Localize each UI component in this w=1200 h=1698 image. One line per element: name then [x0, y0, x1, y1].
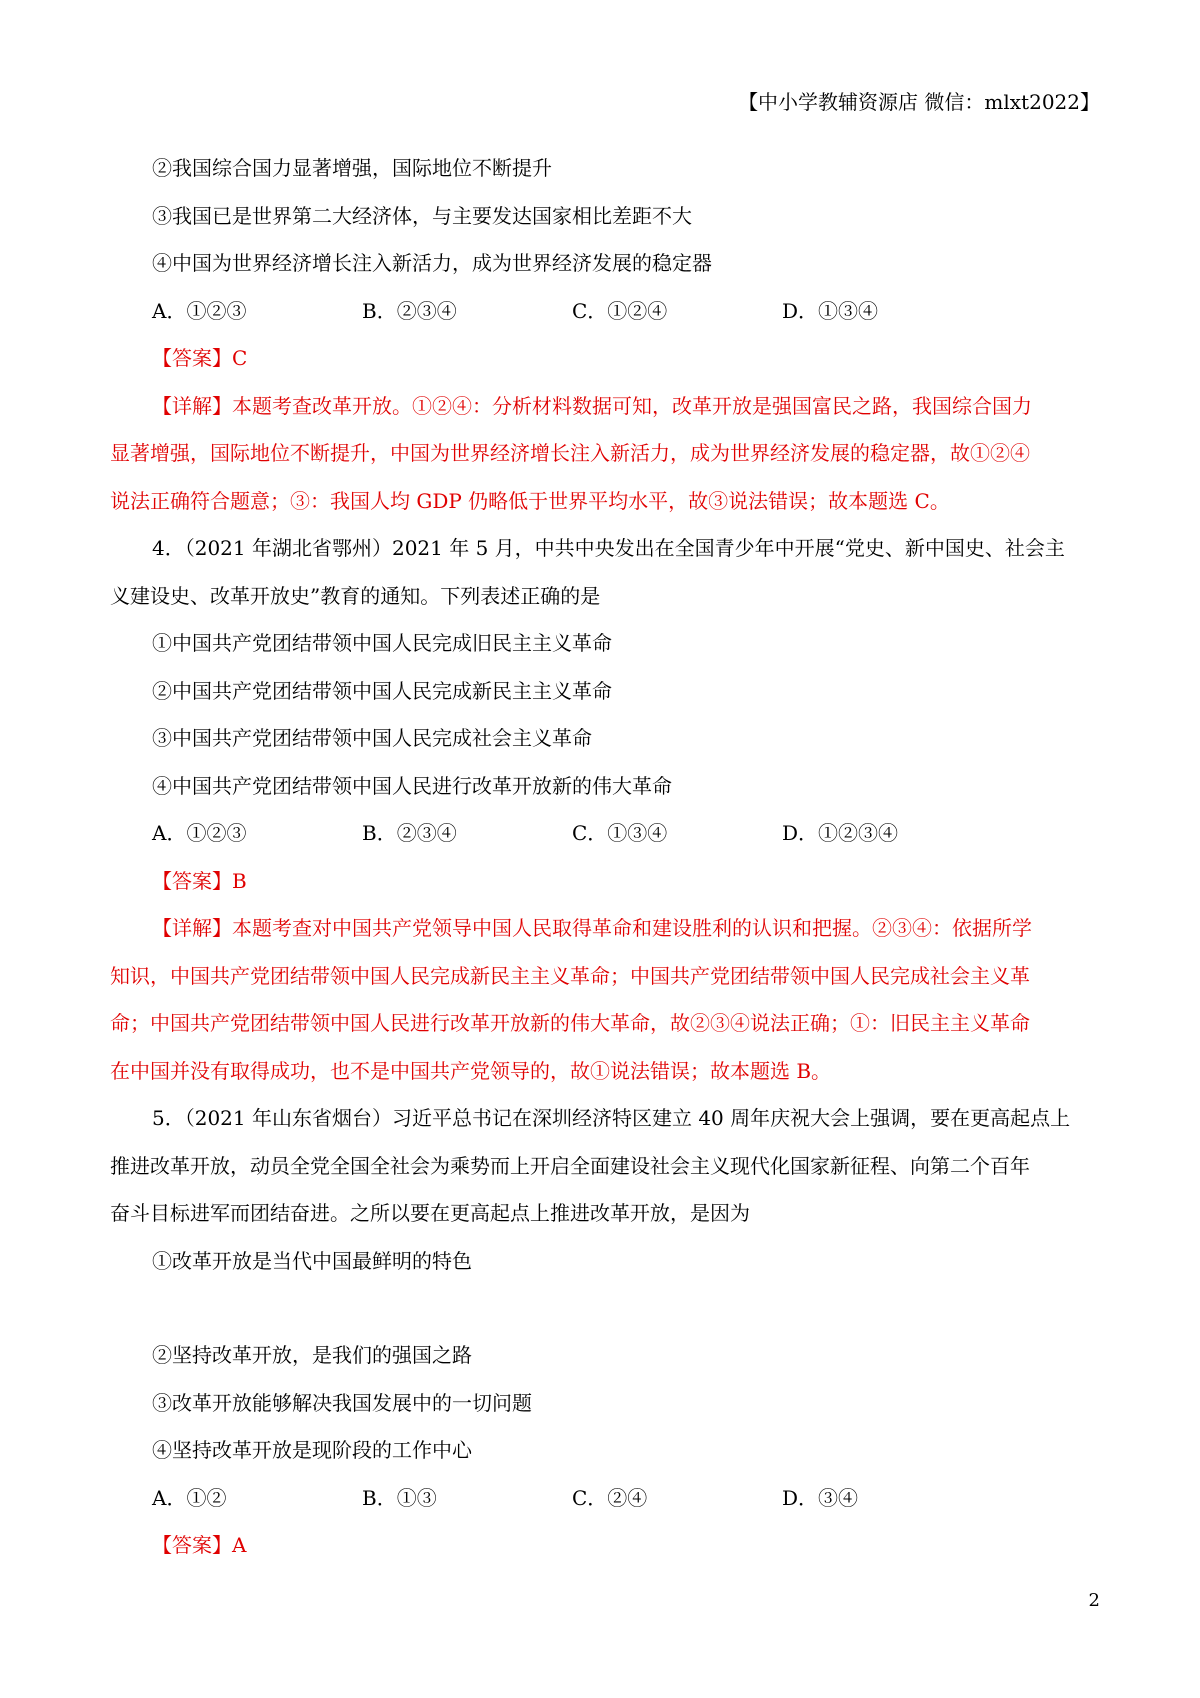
q4-item-3: ③中国共产党团结带领中国人民完成社会主义革命 — [152, 726, 592, 750]
q4-explain-line-4: 在中国并没有取得成功，也不是中国共产党领导的，故①说法错误；故本题选 B。 — [110, 1058, 832, 1083]
blank-gap — [110, 1285, 1100, 1332]
q4-item-1: ①中国共产党团结带领中国人民完成旧民主主义革命 — [152, 631, 612, 655]
q4-answer: 【答案】B — [152, 868, 247, 893]
q5-stem-line-2: 推进改革开放，动员全党全国全社会为乘势而上开启全面建设社会主义现代化国家新征程、向第二个百年 — [110, 1153, 1030, 1178]
q4-stem-line-1: 4．（2021 年湖北省鄂州）2021 年 5 月，中共中央发出在全国青少年中开展“党史、新中国史、社会主 — [152, 536, 1065, 560]
q4-stem-line-2: 义建设史、改革开放史”教育的通知。下列表述正确的是 — [110, 583, 601, 608]
q5-item-4: ④坚持改革开放是现阶段的工作中心 — [152, 1438, 472, 1462]
q4-option-b: B．②③④ — [362, 821, 457, 845]
q5-item-1: ①改革开放是当代中国最鲜明的特色 — [152, 1248, 472, 1273]
q4-option-a: A．①②③ — [152, 821, 247, 845]
q3-option-c: C．①②④ — [572, 298, 668, 323]
document-body — [110, 145, 1100, 1570]
q4-item-4: ④中国共产党团结带领中国人民进行改革开放新的伟大革命 — [152, 773, 672, 798]
page-header: 【中小学教辅资源店 微信：mlxt2022】 — [738, 90, 1100, 114]
q4-explain-line-2: 知识，中国共产党团结带领中国人民完成新民主主义革命；中国共产党团结带领中国人民完成社会主义革 — [110, 963, 1030, 988]
q4-explain-line-1: 【详解】本题考查对中国共产党领导中国人民取得革命和建设胜利的认识和把握。②③④：依据所学 — [152, 916, 1032, 940]
q5-option-d: D．③④ — [782, 1485, 859, 1510]
q4-item-2: ②中国共产党团结带领中国人民完成新民主主义革命 — [152, 678, 612, 703]
q4-options — [110, 810, 1100, 858]
q3-options — [110, 288, 1100, 336]
q4-explain-line-3: 命；中国共产党团结带领中国人民进行改革开放新的伟大革命，故②③④说法正确；①：旧民主主义革命 — [110, 1011, 1030, 1035]
q5-stem-line-3: 奋斗目标进军而团结奋进。之所以要在更高起点上推进改革开放，是因为 — [110, 1201, 750, 1225]
q3-option-a: A．①②③ — [152, 298, 247, 323]
q4-option-c: C．①③④ — [572, 821, 668, 845]
q3-item-4: ④中国为世界经济增长注入新活力，成为世界经济发展的稳定器 — [152, 251, 712, 275]
q5-option-b: B．①③ — [362, 1485, 437, 1510]
q5-answer: 【答案】A — [152, 1533, 247, 1557]
q3-item-2: ②我国综合国力显著增强，国际地位不断提升 — [152, 156, 552, 180]
page-number: 2 — [1088, 1590, 1100, 1611]
q3-option-d: D．①③④ — [782, 298, 879, 323]
q5-option-a: A．①② — [152, 1485, 227, 1510]
q5-option-c: C．②④ — [572, 1485, 648, 1510]
q5-stem-line-1: 5．（2021 年山东省烟台）习近平总书记在深圳经济特区建立 40 周年庆祝大会上强调，要在更高起点上 — [152, 1106, 1071, 1130]
q5-item-2: ②坚持改革开放，是我们的强国之路 — [152, 1343, 472, 1367]
q3-explain-line-2: 显著增强，国际地位不断提升，中国为世界经济增长注入新活力，成为世界经济发展的稳定器，故①②④ — [110, 441, 1030, 465]
q3-option-b: B．②③④ — [362, 298, 457, 323]
q3-explain-line-1: 【详解】本题考查改革开放。①②④：分析材料数据可知，改革开放是强国富民之路，我国综合国力 — [152, 393, 1032, 418]
q5-item-3: ③改革开放能够解决我国发展中的一切问题 — [152, 1390, 532, 1415]
q5-options — [110, 1475, 1100, 1523]
q3-explain-line-3: 说法正确符合题意；③：我国人均 GDP 仍略低于世界平均水平，故③说法错误；故本题选 C。 — [110, 488, 950, 513]
q3-item-3: ③我国已是世界第二大经济体，与主要发达国家相比差距不大 — [152, 203, 692, 228]
q3-answer: 【答案】C — [152, 346, 248, 370]
q4-option-d: D．①②③④ — [782, 821, 899, 845]
